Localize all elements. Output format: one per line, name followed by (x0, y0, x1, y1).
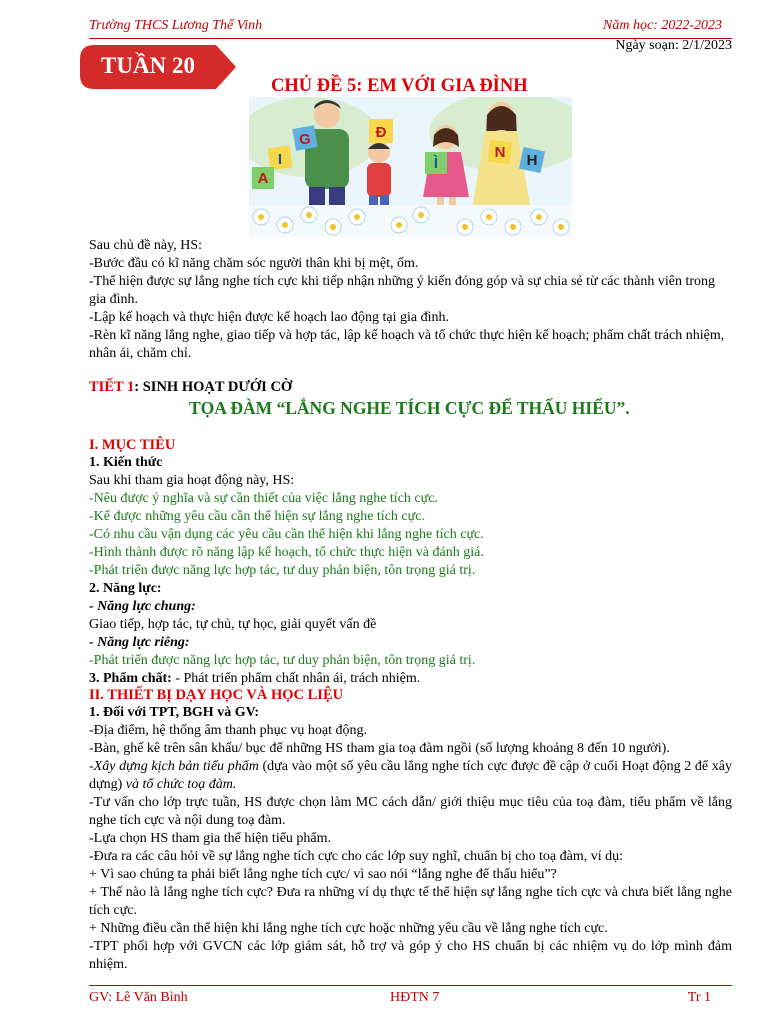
intro-block (89, 237, 732, 363)
card-letter-i-grave: Ì (433, 155, 439, 172)
intro-line: -Bước đầu có kĩ năng chăm sóc người thân khi bị mệt, ốm. (89, 256, 419, 271)
footer-divider (89, 985, 732, 986)
equipment-item: -Địa điểm, hệ thống âm thanh phục vụ hoạt động. (89, 723, 367, 738)
intro-line: -Rèn kĩ năng lắng nghe, giao tiếp và hợp tác, lập kế hoạch và tổ chức thực hiện kế hoạch; phẩm chất trách nhiệm, nhân ái, chăm chỉ. (89, 328, 725, 361)
knowledge-item: -Phát triển được năng lực hợp tác, tư duy phản biện, tôn trọng giá trị. (89, 563, 476, 578)
equipment-item: + Những điều cần thể hiện khi lắng nghe tích cực hoặc những yêu cầu về lắng nghe tích cực. (89, 921, 608, 936)
card-letter-n: N (494, 144, 506, 161)
card-letter-a: A (257, 170, 269, 187)
script-tail: và tổ chức toạ đàm. (122, 777, 237, 792)
footer-subject: HĐTN 7 (390, 990, 440, 1005)
subsection-title: 1. Kiến thức (89, 455, 163, 470)
knowledge-item: -Hình thành được rõ năng lập kế hoạch, tổ chức thực hiện và đánh giá. (89, 545, 484, 560)
equipment-item: -Đưa ra các câu hỏi về sự lắng nghe tích cực cho các lớp suy nghĩ, chuẩn bị cho toạ đàm, ví dụ: (89, 849, 623, 864)
quality-label: 3. Phẩm chất: (89, 671, 172, 686)
equipment-item-script (89, 758, 732, 794)
script-label: -Xây dựng kịch bản tiểu phẩm (89, 759, 259, 774)
section-equipment (89, 686, 732, 974)
section-title: II. THIẾT BỊ DẠY HỌC VÀ HỌC LIỆU (89, 687, 344, 703)
week-label: TUẦN 20 (101, 53, 195, 78)
subsection-title: 2. Năng lực: (89, 581, 162, 596)
equipment-item: -Tư vấn cho lớp trực tuần, HS được chọn làm MC cách dẫn/ giới thiệu mục tiêu của toạ đàm, tiểu phẩm về lắng nghe tích cực và nội dung toạ đàm. (89, 795, 732, 828)
school-year: Năm học: 2022-2023 (603, 18, 722, 33)
intro-line: -Thể hiện được sự lắng nghe tích cực khi tiếp nhận những ý kiến đóng góp và sự chia sẻ từ các thành viên trong gia đình. (89, 274, 715, 307)
footer-page: Tr 1 (687, 990, 711, 1005)
card-letter-i: I (277, 151, 283, 168)
section-objectives (89, 436, 732, 688)
topic-title: CHỦ ĐỀ 5: EM VỚI GIA ĐÌNH (271, 76, 528, 96)
quality-text: - Phát triển phẩm chất nhân ái, trách nhiệm. (171, 671, 421, 686)
footer-teacher: GV: Lê Văn Bình (89, 990, 188, 1005)
school-name: Trường THCS Lương Thế Vinh (89, 18, 263, 33)
general-competence-label: - Năng lực chung: (89, 599, 196, 614)
knowledge-intro: Sau khi tham gia hoạt động này, HS: (89, 473, 295, 488)
specific-competence-label: - Năng lực riêng: (89, 635, 190, 650)
card-letter-h: H (526, 152, 538, 169)
subsection-title: 1. Đối với TPT, BGH và GV: (89, 705, 260, 720)
specific-competence-text: -Phát triển được năng lực hợp tác, tư duy phản biện, tôn trọng giá trị. (89, 653, 476, 668)
equipment-item: -Bàn, ghế kê trên sân khấu/ bục để những HS tham gia toạ đàm ngồi (số lượng khoảng 8 đến 10 người). (89, 741, 670, 756)
knowledge-item: -Nêu được ý nghĩa và sự cần thiết của việc lắng nghe tích cực. (89, 491, 438, 506)
intro-line: Sau chủ đề này, HS: (89, 238, 203, 253)
lesson-subtitle: TỌA ĐÀM “LẮNG NGHE TÍCH CỰC ĐỂ THẤU HIỂU”. (189, 398, 630, 418)
week-badge (80, 45, 238, 89)
family-illustration-art (249, 97, 572, 237)
equipment-item: -Lựa chọn HS tham gia thể hiện tiểu phẩm. (89, 831, 332, 846)
equipment-item: + Thế nào là lắng nghe tích cực? Đưa ra những ví dụ thực tế thể hiện sự lắng nghe tích cực và chưa biết lắng nghe tích cực. (89, 885, 732, 918)
card-letter-g: G (299, 131, 311, 148)
prepared-date: Ngày soạn: 2/1/2023 (615, 38, 732, 53)
intro-line: -Lập kế hoạch và thực hiện được kế hoạch lao động tại gia đình. (89, 310, 450, 325)
equipment-item: -TPT phối hợp với GVCN các lớp giám sát, hỗ trợ và góp ý cho HS chuẩn bị các nhiệm vụ do lớp mình đảm nhiệm. (89, 939, 732, 972)
general-competence-text: Giao tiếp, hợp tác, tự chủ, tự học, giải quyết vấn đề (89, 617, 377, 632)
script-detail: (dựa vào một số yêu cầu lắng nghe tích cực được đề cập ở cuối Hoạt động 2 để xây dựng) (89, 759, 732, 792)
equipment-item: + Vì sao chúng ta phải biết lắng nghe tích cực/ vì sao nói “lắng nghe để thấu hiểu”? (89, 867, 557, 882)
lesson-heading (89, 379, 292, 396)
card-letter-d: Đ (375, 124, 387, 141)
lesson-label: TIẾT 1 (89, 379, 135, 395)
section-title: I. MỤC TIÊU (89, 437, 176, 453)
knowledge-item: -Có nhu cầu vận dụng các yêu cầu cần thể hiện khi lắng nghe tích cực. (89, 527, 484, 542)
lesson-name: : SINH HOẠT DƯỚI CỜ (134, 379, 293, 395)
knowledge-item: -Kể được những yêu cầu cần thể hiện sự lắng nghe tích cực. (89, 509, 425, 524)
family-illustration (249, 97, 572, 237)
